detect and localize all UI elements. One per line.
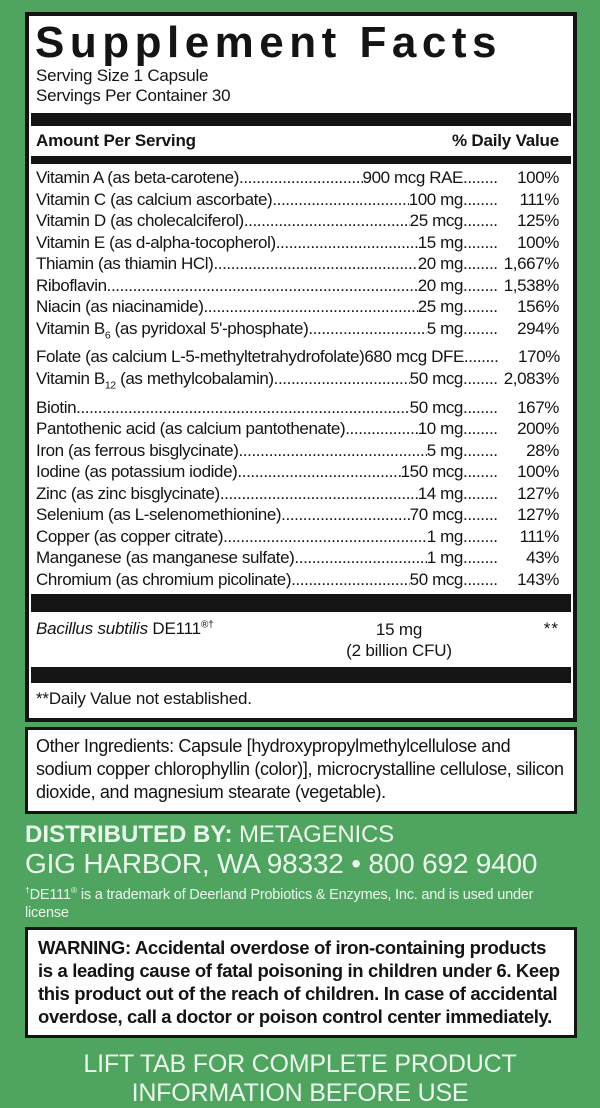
- dot-leader: [463, 418, 497, 440]
- nutrient-amount: 680 mcg DFE: [364, 347, 464, 367]
- nutrient-amount: 150 mcg: [400, 462, 463, 482]
- dot-leader: [223, 526, 427, 548]
- nutrient-name: Vitamin E (as d-alpha-tocopherol): [36, 232, 276, 252]
- nutrient-name: Vitamin A (as beta-carotene): [36, 168, 239, 187]
- dot-leader: [239, 167, 363, 189]
- dot-leader: [276, 232, 418, 254]
- distributor-line: [25, 821, 575, 848]
- nutrient-row: [36, 167, 559, 189]
- nutrient-amount: 15 mg: [417, 232, 463, 252]
- nutrient-row: [36, 368, 559, 397]
- nutrient-daily-value: 167%: [517, 397, 559, 417]
- nutrient-amount: 900 mcg RAE: [362, 168, 463, 187]
- nutrient-amount: 25 mcg: [409, 211, 463, 230]
- dot-leader: [281, 504, 409, 526]
- probiotic-amount: [319, 619, 479, 661]
- nutrient-amount: 25 mg: [417, 297, 463, 316]
- dot-leader: [463, 547, 497, 569]
- nutrient-amount: 10 mg: [417, 419, 463, 439]
- probiotic-row: [29, 612, 573, 663]
- panel-title: Supplement Facts: [35, 18, 502, 67]
- nutrient-row: [36, 547, 559, 569]
- nutrient-daily-value: 43%: [526, 548, 559, 568]
- nutrient-daily-value: 111%: [519, 189, 559, 209]
- nutrient-row: [36, 189, 559, 211]
- nutrient-row: [36, 275, 559, 297]
- dot-leader: [463, 167, 497, 189]
- nutrient-daily-value: 1,667%: [503, 254, 559, 273]
- nutrient-name: Iron (as ferrous bisglycinate): [36, 440, 239, 460]
- nutrient-row: [36, 210, 559, 232]
- dot-leader: [463, 368, 497, 390]
- daily-value-footnote: **Daily Value not established.: [36, 689, 252, 709]
- nutrient-name: Selenium (as L-selenomethionine): [36, 505, 282, 525]
- nutrient-name: Niacin (as niacinamide): [36, 297, 204, 316]
- distributor-section: [25, 821, 575, 922]
- nutrient-name: Copper (as copper citrate): [36, 526, 224, 546]
- nutrient-amount: 1 mg: [426, 548, 463, 568]
- nutrient-daily-value: 143%: [517, 569, 559, 589]
- dot-leader: [291, 569, 410, 591]
- dot-leader: [308, 318, 426, 340]
- nutrient-name: Vitamin $B_{12}$ (as methylcobalamin): [36, 368, 274, 392]
- nutrient-daily-value: 111%: [519, 526, 559, 546]
- nutrient-name: Vitamin C (as calcium ascorbate): [36, 189, 273, 209]
- dot-leader: [220, 483, 418, 505]
- nutrient-row: [36, 418, 559, 440]
- supplement-label: [0, 12, 600, 1108]
- nutrient-amount: 50 mcg: [409, 397, 463, 417]
- dot-leader: [464, 346, 498, 368]
- nutrient-daily-value: 100%: [517, 462, 559, 482]
- nutrient-name: Zinc (as zinc bisglycinate): [36, 483, 220, 503]
- serving-size: Serving Size 1 Capsule: [36, 66, 209, 85]
- lift-tab-line2: INFORMATION BEFORE USE: [131, 1079, 469, 1108]
- nutrient-amount: 20 mg: [417, 254, 463, 273]
- nutrient-daily-value: 28%: [526, 440, 559, 460]
- lift-tab-line1: LIFT TAB FOR COMPLETE PRODUCT: [83, 1050, 517, 1079]
- nutrient-row: [36, 397, 559, 419]
- divider-bar-thick: [31, 113, 571, 126]
- dot-leader: [238, 440, 426, 462]
- dot-leader: [107, 275, 418, 297]
- lift-tab-notice: [0, 1050, 600, 1108]
- nutrient-amount: 1 mg: [426, 526, 463, 546]
- nutrient-row: [36, 504, 559, 526]
- servings-per-container: Servings Per Container 30: [36, 86, 231, 105]
- nutrient-name: Thiamin (as thiamin HCl): [36, 254, 214, 273]
- nutrient-row: [36, 569, 559, 591]
- nutrient-row: [36, 483, 559, 505]
- column-headers: [29, 126, 573, 156]
- nutrient-daily-value: 200%: [517, 419, 559, 439]
- distributor-address-phone: GIG HARBOR, WA 98332 • 800 692 9400: [25, 848, 538, 880]
- nutrient-row: [36, 296, 559, 318]
- warning-box: [25, 927, 577, 1038]
- nutrient-amount: 14 mg: [417, 483, 463, 503]
- dot-leader: [463, 189, 497, 211]
- dot-leader: [463, 210, 497, 232]
- nutrient-name: Pantothenic acid (as calcium pantothenate): [36, 419, 346, 439]
- nutrient-daily-value: 127%: [517, 505, 559, 525]
- trademark-note: †DE111® is a trademark of Deerland Probiotics & Enzymes, Inc. and is used under license: [25, 885, 534, 922]
- dot-leader: [463, 461, 497, 483]
- dot-leader: [463, 504, 497, 526]
- nutrient-daily-value: 1,538%: [503, 275, 559, 295]
- nutrient-row: [36, 461, 559, 483]
- dot-leader: [463, 569, 497, 591]
- nutrient-row: [36, 253, 559, 275]
- warning-text: WARNING: Accidental overdose of iron-containing products is a leading cause of fatal poisoning in children under 6. Keep this product out of the reach of children. In case of accidental overdose, call a doctor or poison control center immediately.: [38, 937, 560, 1028]
- divider-bar-thick: [31, 667, 571, 683]
- distributed-by-label: DISTRIBUTED BY:: [25, 821, 233, 849]
- nutrient-name: Vitamin $B_6$ (as pyridoxal 5'-phosphate): [36, 318, 309, 341]
- dot-leader: [463, 318, 497, 340]
- nutrient-amount: 20 mg: [417, 275, 463, 295]
- nutrient-name: Folate (as calcium L-5-methyltetrahydrofolate): [36, 347, 365, 367]
- dot-leader: [213, 253, 417, 275]
- nutrient-name: Iodine (as potassium iodide): [36, 462, 238, 482]
- nutrient-row: [36, 526, 559, 548]
- probiotic-amount-mg: 15 mg: [375, 620, 423, 640]
- dot-leader: [76, 397, 410, 419]
- nutrient-row: [36, 232, 559, 254]
- dot-leader: [463, 232, 497, 254]
- nutrient-amount: 5 mg: [426, 318, 463, 338]
- dot-leader: [463, 275, 497, 297]
- dot-leader: [463, 483, 497, 505]
- nutrient-daily-value: 294%: [517, 318, 559, 338]
- dot-leader: [244, 210, 410, 232]
- nutrient-row: [36, 440, 559, 462]
- nutrient-daily-value: 156%: [517, 297, 559, 316]
- daily-value-header: % Daily Value: [451, 131, 559, 150]
- other-ingredients-box: [25, 727, 577, 814]
- dot-leader: [274, 368, 410, 390]
- nutrient-daily-value: 170%: [518, 347, 560, 367]
- probiotic-amount-cfu: (2 billion CFU): [346, 641, 452, 661]
- nutrient-row: [36, 346, 559, 368]
- nutrient-table: [29, 164, 573, 592]
- amount-per-serving-header: Amount Per Serving: [36, 131, 196, 150]
- nutrient-name: Manganese (as manganese sulfate): [36, 548, 295, 568]
- distributor-name: METAGENICS: [232, 821, 394, 849]
- dot-leader: [463, 253, 497, 275]
- other-ingredients-text: Other Ingredients: Capsule [hydroxypropylmethylcellulose and sodium copper chlorophyllin (color)], microcrystalline cellulose, silicon dioxide, and magnesium stearate (vegetable).: [36, 736, 564, 803]
- nutrient-daily-value: 125%: [517, 211, 559, 230]
- nutrient-daily-value: 100%: [517, 232, 559, 252]
- dot-leader: [237, 461, 400, 483]
- nutrient-name: Chromium (as chromium picolinate): [36, 569, 292, 589]
- nutrient-amount: 100 mg: [408, 189, 463, 209]
- nutrient-daily-value: 127%: [517, 483, 559, 503]
- nutrient-daily-value: 2,083%: [503, 368, 559, 388]
- nutrient-row: [36, 318, 559, 347]
- nutrient-amount: 70 mcg: [409, 505, 463, 525]
- dot-leader: [463, 296, 497, 318]
- dot-leader: [463, 440, 497, 462]
- nutrient-name: Riboflavin: [36, 275, 107, 295]
- nutrient-name: Vitamin D (as cholecalciferol): [36, 211, 244, 230]
- probiotic-daily-value: **: [543, 619, 559, 639]
- dot-leader: [203, 296, 417, 318]
- probiotic-name: Bacillus subtilis DE111®†: [36, 619, 214, 639]
- nutrient-name: Biotin: [36, 397, 77, 417]
- nutrient-amount: 5 mg: [426, 440, 463, 460]
- divider-bar-medium: [31, 156, 571, 164]
- nutrient-amount: 50 mcg: [409, 368, 463, 388]
- divider-bar-thick: [31, 594, 571, 612]
- dot-leader: [272, 189, 408, 211]
- dot-leader: [345, 418, 418, 440]
- nutrient-daily-value: 100%: [517, 168, 559, 187]
- dot-leader: [294, 547, 426, 569]
- dot-leader: [463, 397, 497, 419]
- nutrient-amount: 50 mcg: [409, 569, 463, 589]
- supplement-facts-panel: [25, 12, 577, 722]
- dot-leader: [463, 526, 497, 548]
